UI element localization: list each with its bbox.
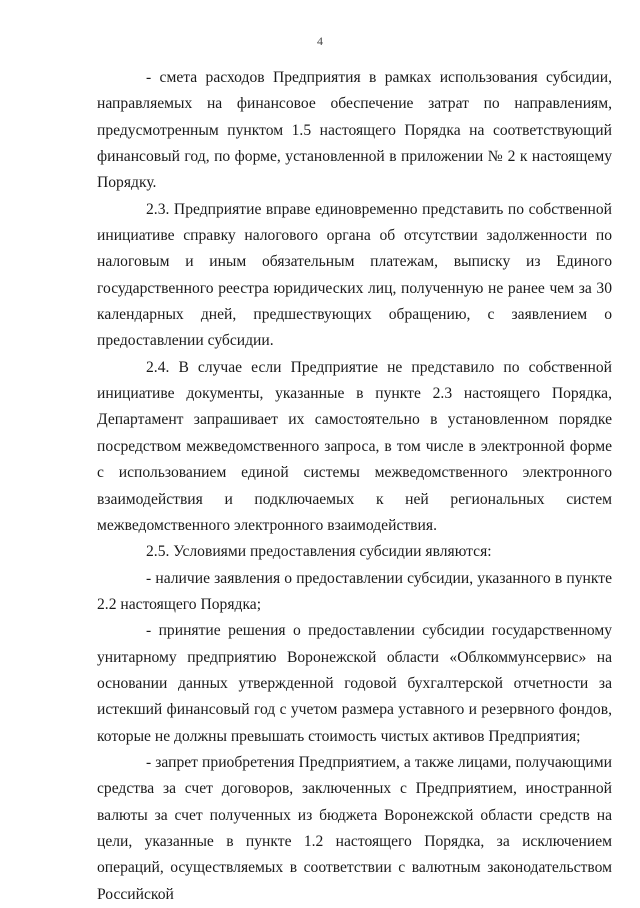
paragraph-2-5: 2.5. Условиями предоставления субсидии являются:	[146, 543, 492, 561]
condition-application: - наличие заявления о предоставлении субсидии, указанного в пункте 2.2 настоящего Порядка;	[97, 569, 612, 613]
condition-decision: - принятие решения о предоставлении субсидии государственному унитарному предприятию Воронежской области «Облкоммунсервис» на основании данных утвержденной годовой бухгалтерской отчетности за истекший финансовый год с учетом размера уставного и резервного фондов, которые не должны превышать стоимость чистых активов Предприятия;	[97, 622, 612, 745]
condition-currency-ban: - запрет приобретения Предприятием, а также лицами, получающими средства за счет договоров, заключенных с Предприятием, иностранной валюты за счет полученных из бюджета Воронежской области средств на цели, указанные в пункте 1.2 настоящего Порядка, за исключением операций, осуществляемых в соответствии с валютным законодательством Российской	[97, 753, 612, 903]
document-body	[97, 65, 612, 908]
paragraph-2-4: 2.4. В случае если Предприятие не представило по собственной инициативе документы, указанные в пункте 2.3 настоящего Порядка, Департамент запрашивает их самостоятельно в установленном порядке посредством межведомственного запроса, в том числе в электронной форме с использованием единой системы межведомственного электронного взаимодействия и подключаемых к ней региональных систем межведомственного электронного взаимодействия.	[97, 358, 612, 534]
paragraph-2-3: 2.3. Предприятие вправе единовременно представить по собственной инициативе справку налогового органа об отсутствии задолженности по налоговым и иным обязательным платежам, выписку из Единого государственного реестра юридических лиц, полученную не ранее чем за 30 календарных дней, предшествующих обращению, с заявлением о предоставлении субсидии.	[97, 200, 612, 350]
paragraph-estimate-item: - смета расходов Предприятия в рамках использования субсидии, направляемых на финансовое обеспечение затрат по направлениям, предусмотренным пунктом 1.5 настоящего Порядка на соответствующий финансовый год, по форме, установленной в приложении № 2 к настоящему Порядку.	[97, 69, 612, 192]
page-number: 4	[317, 34, 323, 48]
